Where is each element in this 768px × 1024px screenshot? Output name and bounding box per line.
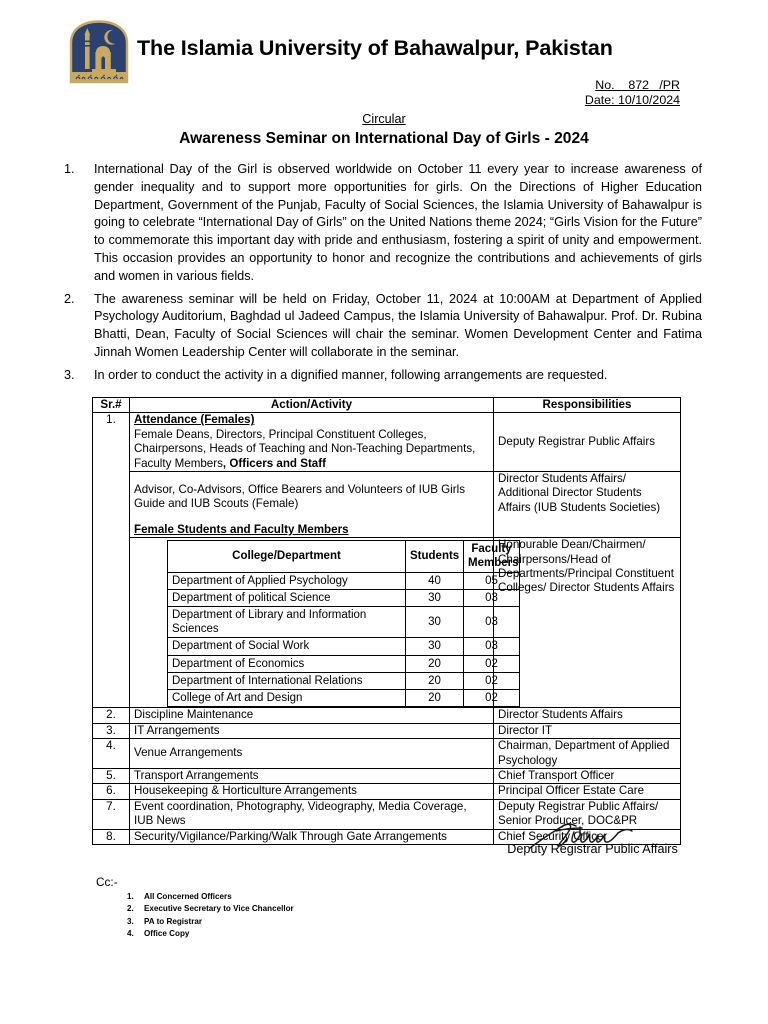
university-title: The Islamia University of Bahawalpur, Pakistan [137,36,613,60]
cc-label: Cc:- [96,875,118,889]
table-row [93,723,681,738]
table-row [93,413,681,472]
row-sr: 6. [93,784,130,799]
row-responsibility: Deputy Registrar Public Affairs/ Senior Producer, DOC&PR [494,799,681,829]
attendance-text-bold: , Officers and Staff [222,456,326,470]
table-row [93,708,681,723]
row-1a-action [130,413,494,472]
col-header-responsibilities: Responsibilities [494,398,681,413]
signature-block [480,818,705,856]
row-action: IT Arrangements [130,723,494,738]
table-header-row [93,398,681,413]
attendance-heading: Attendance (Females) [134,413,255,427]
circular-label [0,112,768,126]
paragraph-2-text: The awareness seminar will be held on Friday, October 11, 2024 at 10:00AM at Department of Applied Psychology Auditorium, Baghdad ul Jadeed Campus, the Islamia University of Bahawalpur. Prof. Dr. Rubina Bhatti, Dean, Faculty of Social Sciences will chair the seminar. Women Development Center and Fatima Jinnah Women Leadership Center will collaborate in the seminar. [94,291,702,359]
table-row [93,784,681,799]
row-sr: 3. [93,723,130,738]
row-sr: 2. [93,708,130,723]
row-action: Venue Arrangements [130,739,494,769]
dept-faculty: 05 [464,572,520,589]
inner-table-row [168,638,520,655]
inner-table-row [168,572,520,589]
department-breakdown-table [167,540,520,707]
dept-students: 20 [406,655,464,672]
body-paragraphs [62,161,702,386]
dept-name: Department of Library and Information Sciences [168,607,406,638]
dept-faculty: 03 [464,607,520,638]
dept-name: College of Art and Design [168,690,406,707]
dept-name: Department of Social Work [168,638,406,655]
list-item: 2. Executive Secretary to Vice Chancellor [136,903,294,915]
reference-number: No. 872 /PR [595,78,680,92]
university-crest-icon [68,19,130,85]
table-row [93,472,681,538]
arrangements-table [92,397,681,845]
table-row [93,739,681,769]
row-sr: 5. [93,768,130,783]
row-responsibility: Chief Transport Officer [494,768,681,783]
row-responsibility: Chief Security Officer [494,829,681,844]
row-action: Event coordination, Photography, Videography, Media Coverage, IUB News [130,799,494,829]
dept-faculty: 03 [464,589,520,606]
advisor-text: Advisor, Co-Advisors, Office Bearers and Volunteers of IUB Girls Guide and IUB Scouts (Female) [134,483,465,511]
row-1b-responsibility: Director Students Affairs/ Additional Director Students Affairs (IUB Students Societies) [494,472,681,538]
inner-header-row [168,541,520,572]
table-row [93,768,681,783]
page-title: Awareness Seminar on International Day of Girls - 2024 [179,130,589,147]
dept-students: 30 [406,607,464,638]
dept-students: 20 [406,672,464,689]
dept-name: Department of political Science [168,589,406,606]
dept-name: Department of Economics [168,655,406,672]
dept-students: 30 [406,638,464,655]
dept-faculty: 02 [464,672,520,689]
paragraph-3-text: In order to conduct the activity in a dignified manner, following arrangements are requested. [94,367,608,382]
circular-label-text: Circular [362,112,406,126]
col-header-action: Action/Activity [130,398,494,413]
inner-col-students: Students [406,541,464,572]
list-item: 4. Office Copy [136,928,294,940]
list-item: 3. PA to Registrar [136,916,294,928]
row-action: Security/Vigilance/Parking/Walk Through Gate Arrangements [130,829,494,844]
dept-faculty: 02 [464,655,520,672]
paragraph-1-number: 1. [64,162,75,176]
signature-caption: Deputy Registrar Public Affairs [507,842,678,856]
table-row [93,538,681,708]
paragraph-1 [62,161,702,286]
row-responsibility: Chairman, Department of Applied Psychology [494,739,681,769]
row-sr: 7. [93,799,130,829]
inner-table-row [168,655,520,672]
paragraph-3 [62,367,702,385]
inner-table-row [168,607,520,638]
inner-col-department: College/Department [168,541,406,572]
row-action: Housekeeping & Horticulture Arrangements [130,784,494,799]
row-1-sr: 1. [93,413,130,708]
paragraph-2 [62,291,702,362]
list-item: 1. All Concerned Officers [136,891,294,903]
arrangements-table-wrapper [92,397,680,845]
paragraph-1-text: International Day of the Girl is observed worldwide on October 11 every year to increase awareness of gender inequality and to support more opportunities for girls. On the Directions of Higher Education Department, Government of the Punjab, Faculty of Social Sciences, the Islamia University of Bahawalpur is going to celebrate “International Day of Girls” on the United Nations theme 2024; “Girls Vision for the Future” to commemorate this important day with pride and enthusiasm, fostering a spirit of unity and empowerment. This occasion provides an opportunity to honor and recognize the contributions and achievements of girls and women in various fields. [94,162,702,283]
row-responsibility: Director Students Affairs [494,708,681,723]
row-action: Discipline Maintenance [130,708,494,723]
document-header [0,0,768,107]
dept-students: 30 [406,589,464,606]
row-sr: 8. [93,829,130,844]
document-date: Date: 10/10/2024 [584,92,680,107]
row-responsibility: Director IT [494,723,681,738]
cc-block [96,875,294,940]
row-sr: 4. [93,739,130,769]
dept-students: 40 [406,572,464,589]
dept-name: Department of Applied Psychology [168,572,406,589]
inner-table-row [168,589,520,606]
paragraph-3-number: 3. [64,367,75,382]
row-action: Transport Arrangements [130,768,494,783]
attendance-text: Female Deans, Directors, Principal Constituent Colleges, Chairpersons, Heads of Teaching and Non-Teaching Departments, Faculty Members [134,427,476,470]
dept-faculty: 03 [464,638,520,655]
inner-col-faculty: Faculty Members [464,541,520,572]
col-header-sr: Sr.# [93,398,130,413]
inner-table-row [168,672,520,689]
row-1b-action [130,472,494,538]
reference-block [585,78,680,107]
inner-table-row [168,690,520,707]
row-1a-responsibility: Deputy Registrar Public Affairs [494,413,681,472]
students-heading: Female Students and Faculty Members [134,522,349,536]
row-1c-action [130,538,519,708]
dept-faculty: 02 [464,690,520,707]
dept-name: Department of International Relations [168,672,406,689]
dept-students: 20 [406,690,464,707]
paragraph-2-number: 2. [64,291,75,306]
row-responsibility: Principal Officer Estate Care [494,784,681,799]
row-1c-responsibility: Honourable Dean/Chairmen/ Chairpersons/Head of Departments/Principal Constituent Colleges/ Director Students Affairs [494,538,681,708]
cc-list [96,891,294,940]
